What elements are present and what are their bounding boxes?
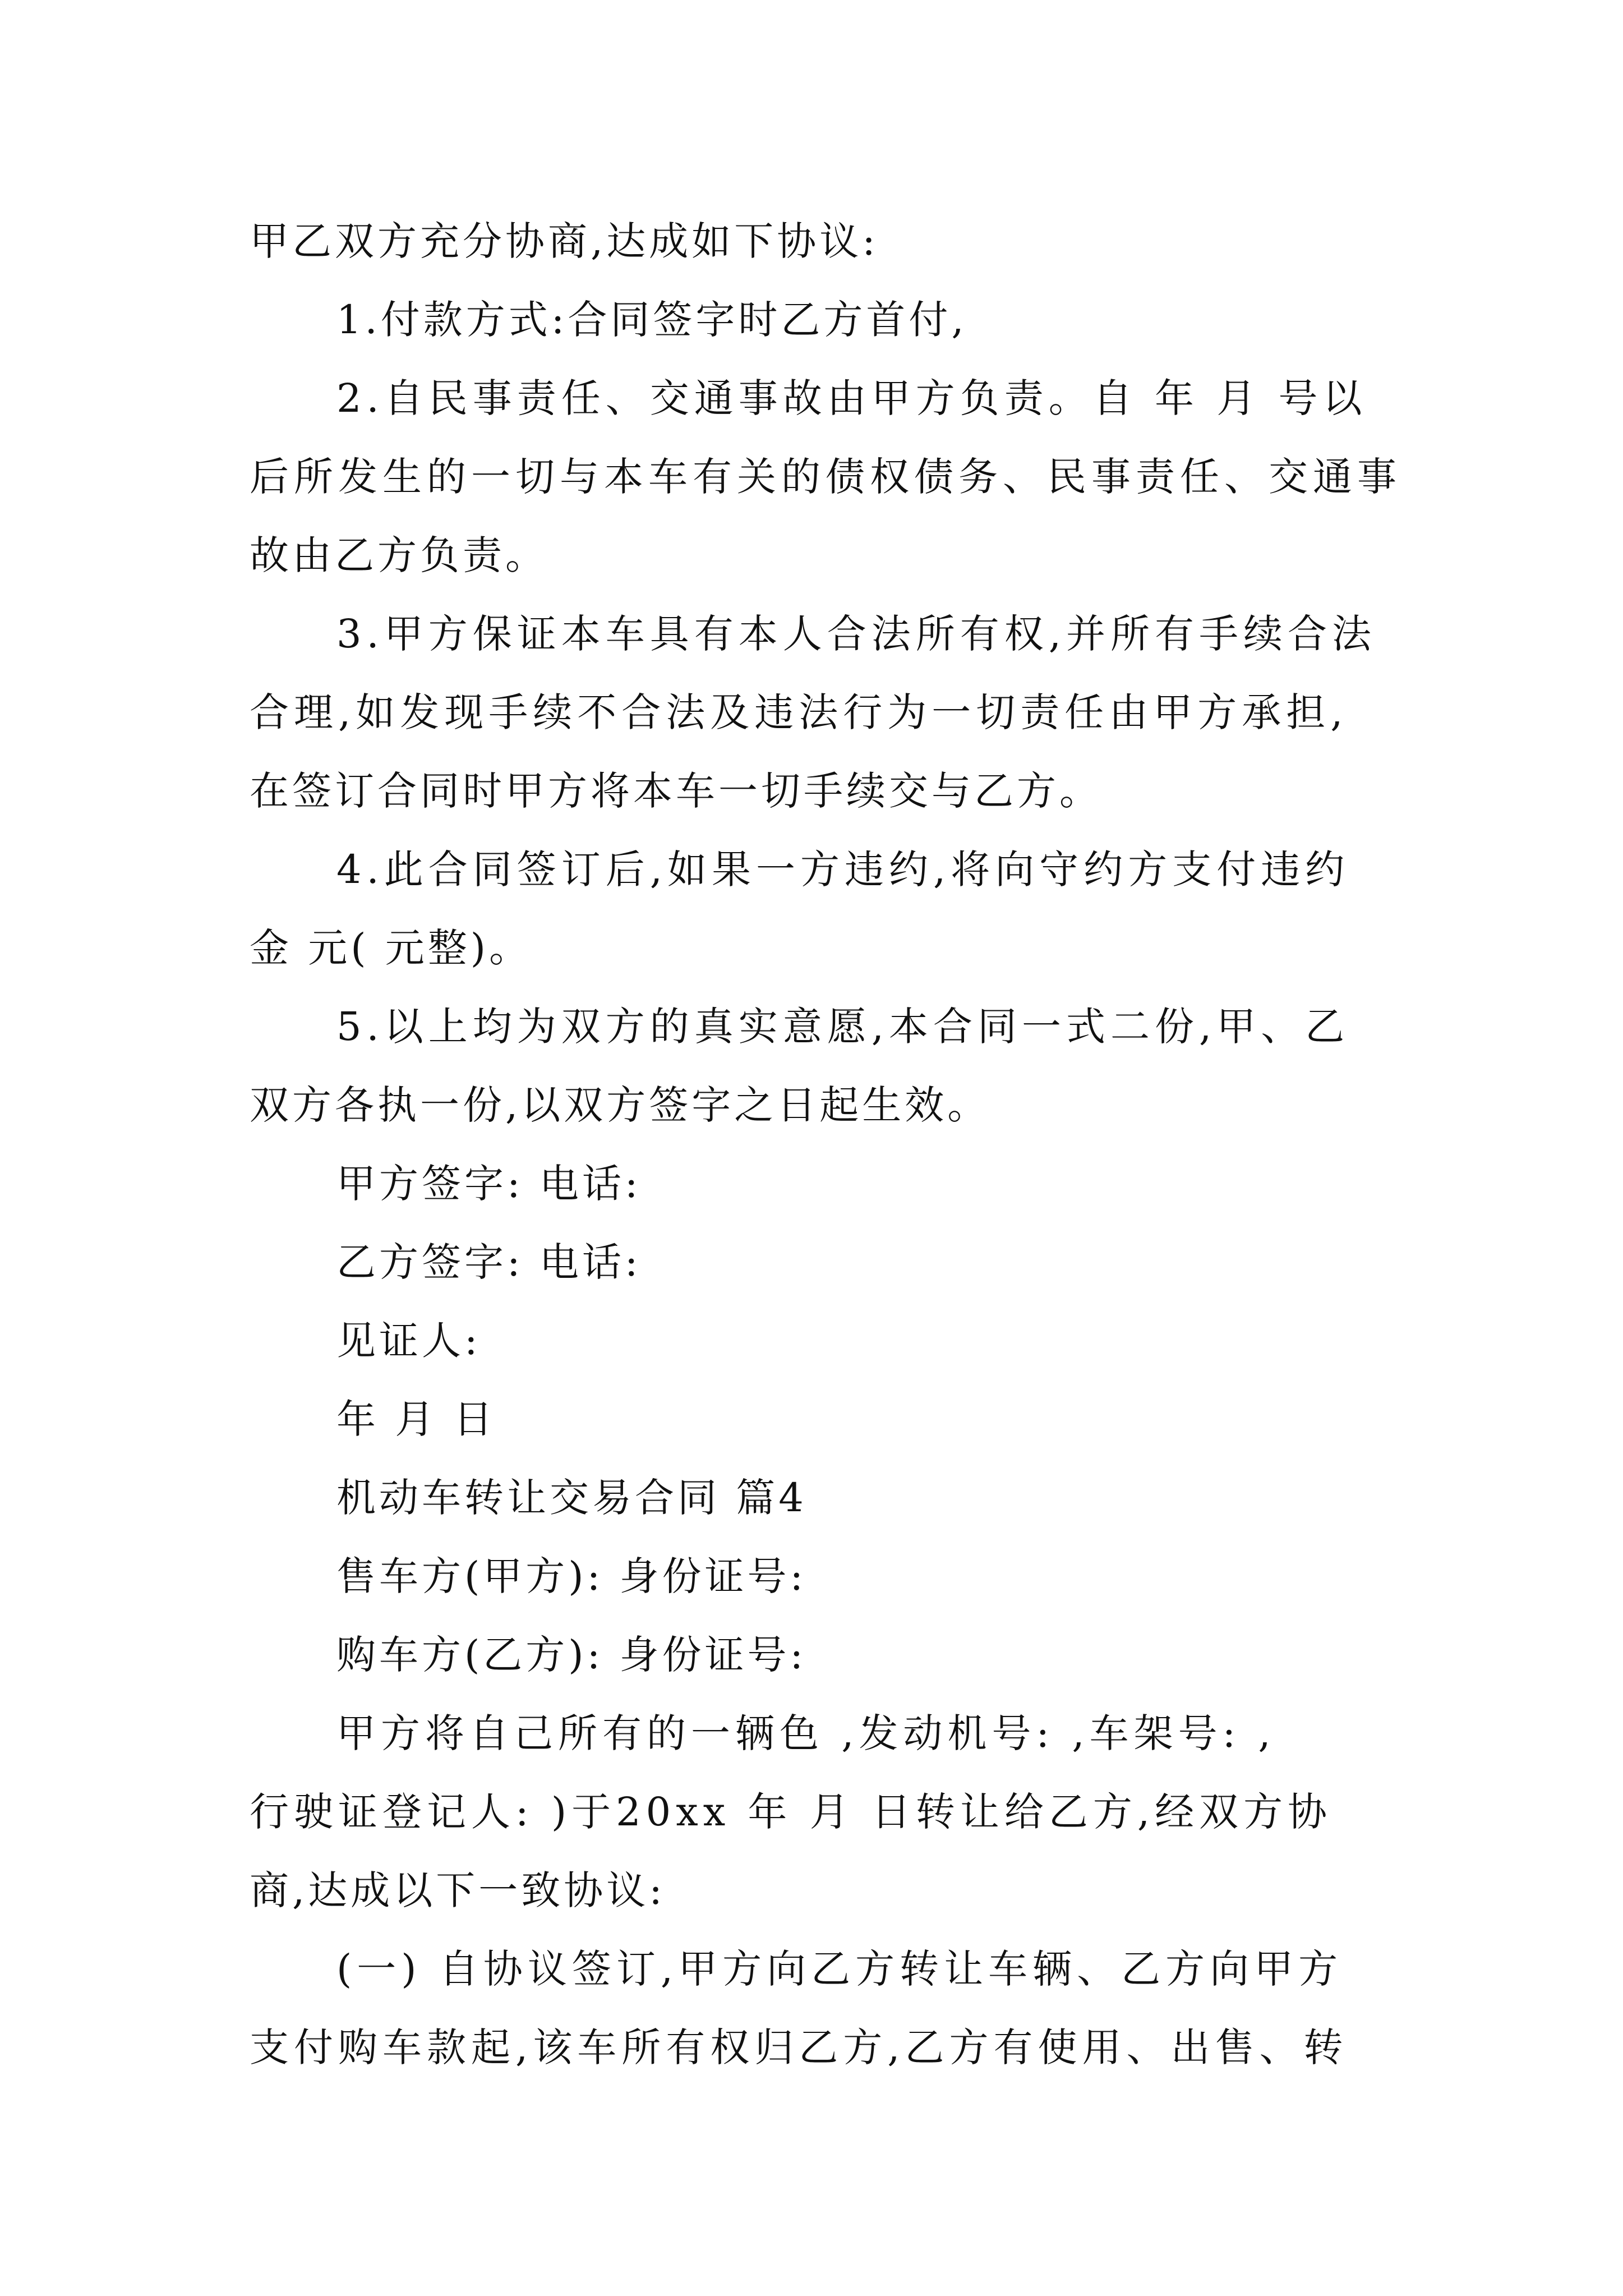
text-line: 双方各执一份,以双方签字之日起生效。 bbox=[250, 1082, 990, 1128]
text-line: 3.甲方保证本车具有本人合法所有权,并所有手续合法 bbox=[336, 611, 1377, 657]
text-line: 2.自民事责任、交通事故由甲方负责。自 年 月 号以 bbox=[336, 375, 1367, 421]
text-line: 故由乙方负责。 bbox=[250, 532, 548, 578]
text-line: 甲乙双方充分协商,达成如下协议: bbox=[250, 218, 879, 264]
text-line: 5.以上均为双方的真实意愿,本合同一式二份,甲、乙 bbox=[336, 1004, 1350, 1050]
text-line: 售车方(甲方): 身份证号: bbox=[336, 1553, 807, 1599]
text-line: 购车方(乙方): 身份证号: bbox=[336, 1632, 807, 1678]
text-line: 商,达成以下一致协议: bbox=[250, 1867, 666, 1913]
text-line: 1.付款方式:合同签字时乙方首付, bbox=[336, 297, 967, 343]
text-line: 金 元( 元整)。 bbox=[250, 925, 532, 971]
section-heading: 机动车转让交易合同 篇4 bbox=[336, 1475, 807, 1521]
text-line: 年 月 日 bbox=[336, 1396, 496, 1442]
text-line: 行驶证登记人: )于20xx 年 月 日转让给乙方,经双方协 bbox=[250, 1789, 1332, 1835]
text-line: 4.此合同签订后,如果一方违约,将向守约方支付违约 bbox=[336, 846, 1350, 892]
text-line: 合理,如发现手续不合法及违法行为一切责任由甲方承担, bbox=[250, 689, 1348, 735]
text-line: 甲方签字: 电话: bbox=[336, 1161, 642, 1207]
text-line: 见证人: bbox=[336, 1318, 481, 1364]
text-line: (一) 自协议签订,甲方向乙方转让车辆、乙方向甲方 bbox=[336, 1946, 1343, 1992]
text-line: 甲方将自己所有的一辆色 ,发动机号: ,车架号: , bbox=[336, 1710, 1276, 1756]
text-line: 支付购车款起,该车所有权归乙方,乙方有使用、出售、转 bbox=[250, 2024, 1348, 2070]
text-line: 在签订合同时甲方将本车一切手续交与乙方。 bbox=[250, 768, 1102, 814]
text-line: 后所发生的一切与本车有关的债权债务、民事责任、交通事 bbox=[250, 454, 1401, 500]
text-line: 乙方签字: 电话: bbox=[336, 1239, 642, 1285]
